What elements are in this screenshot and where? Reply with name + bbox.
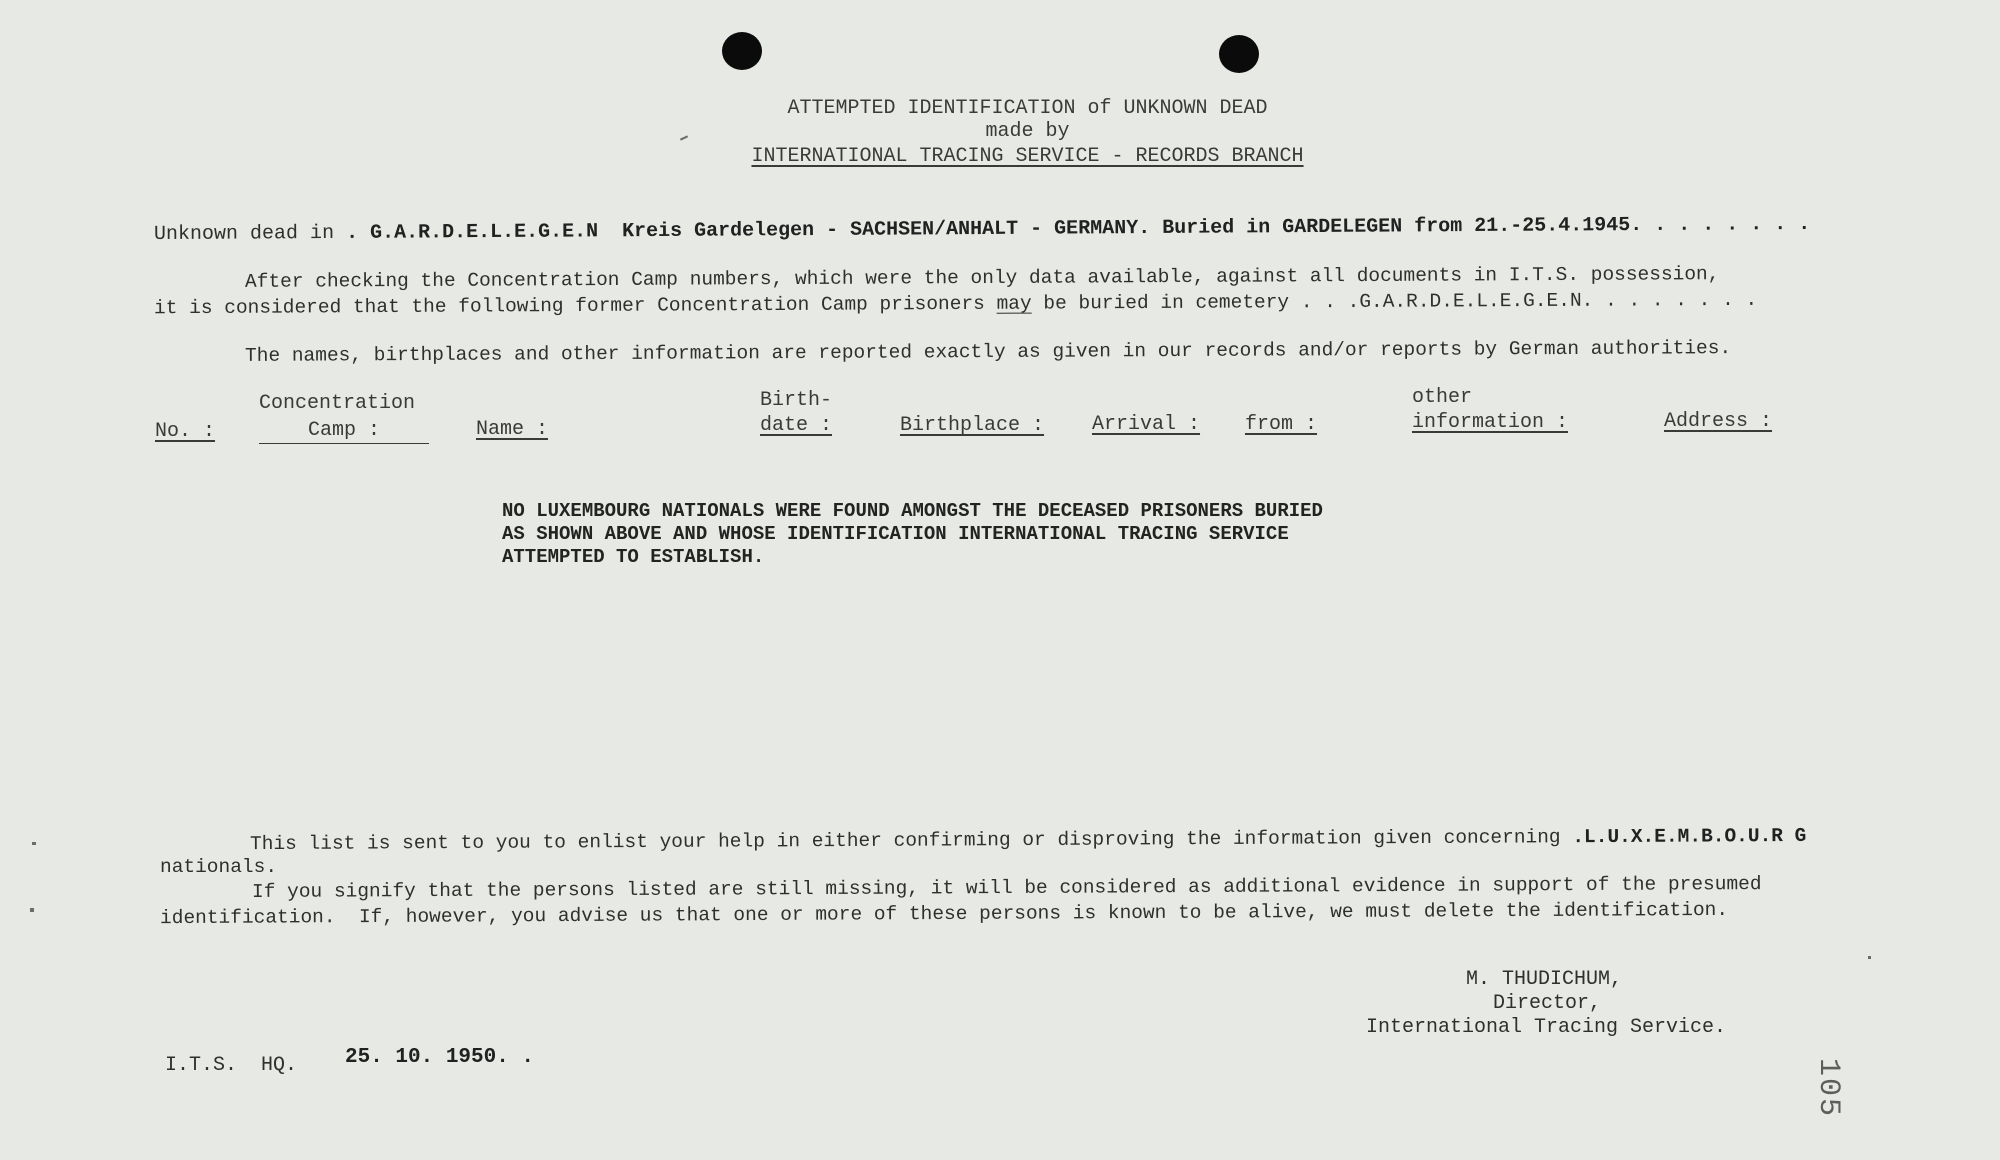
paragraph-1-line-1: After checking the Concentration Camp numbers, which were the only data available, against all documents in I.T.S. possession, xyxy=(244,263,1720,293)
heading-line-2: made by xyxy=(985,120,1070,143)
document-date: 25. 10. 1950. . xyxy=(345,1046,535,1069)
closing-line-1 xyxy=(250,824,1806,856)
nationality-name: .L.U.X.E.M.B.O.U.R G xyxy=(1572,824,1807,849)
notice-line-2: AS SHOWN ABOVE AND WHOSE IDENTIFICATION INTERNATIONAL TRACING SERVICE xyxy=(502,523,1289,545)
unknown-dead-label: Unknown dead in xyxy=(153,221,335,247)
column-header-other-top: other xyxy=(1412,386,1473,409)
column-header-birthdate-bottom: date : xyxy=(760,414,833,437)
paragraph-2: The names, birthplaces and other information are reported exactly as given in our records and/or reports by German authorities. xyxy=(244,337,1732,367)
unknown-dead-line xyxy=(154,213,1810,247)
column-header-address: Address : xyxy=(1664,410,1773,433)
closing-line-1-text: This list is sent to you to enlist your help in either confirming or disproving the information given concerning xyxy=(249,826,1573,856)
signatory-title: Director, xyxy=(1493,992,1602,1015)
column-header-arrival: Arrival : xyxy=(1092,413,1201,436)
punch-hole-right xyxy=(1219,35,1259,73)
punch-hole-left xyxy=(722,32,762,70)
emphasis-may: may xyxy=(996,292,1032,315)
column-header-camp-top: Concentration xyxy=(259,392,416,415)
closing-line-2: nationals. xyxy=(160,856,278,878)
scan-speck xyxy=(1868,956,1871,959)
column-header-from: from : xyxy=(1245,413,1318,436)
hq-label: I.T.S. HQ. xyxy=(165,1054,298,1077)
column-header-other-bottom: information : xyxy=(1412,411,1569,434)
signatory-name: M. THUDICHUM, xyxy=(1466,968,1623,991)
heading-line-3: INTERNATIONAL TRACING SERVICE - RECORDS BRANCH xyxy=(751,145,1304,168)
closing-line-4: identification. If, however, you advise us that one or more of these persons is known to be alive, we must delete the identification. xyxy=(159,898,1729,930)
column-header-no: No. : xyxy=(155,420,216,443)
column-header-birthdate-top: Birth- xyxy=(760,389,833,412)
signatory-organization: International Tracing Service. xyxy=(1366,1016,1727,1039)
unknown-dead-place: . G.A.R.D.E.L.E.G.E.N Kreis Gardelegen - SACHSEN/ANHALT - GERMANY. Buried in GARDELEGEN from 21.-25.4.1945. . . . . . . . xyxy=(345,212,1811,245)
scan-speck xyxy=(32,842,36,845)
notice-line-3: ATTEMPTED TO ESTABLISH. xyxy=(502,546,765,568)
column-header-name: Name : xyxy=(476,418,549,441)
no-luxembourg-notice xyxy=(502,500,1462,569)
paragraph-1-line-2-start: it is considered that the following former Concentration Camp prisoners xyxy=(153,292,997,320)
page-number-stamp: 105 xyxy=(1811,1058,1845,1119)
notice-line-1: NO LUXEMBOURG NATIONALS WERE FOUND AMONGST THE DECEASED PRISONERS BURIED xyxy=(502,500,1323,522)
closing-line-3: If you signify that the persons listed are still missing, it will be considered as additional evidence in support of the presumed xyxy=(251,873,1762,903)
paragraph-1-line-2-end: be buried in cemetery . . .G.A.R.D.E.L.E.G.E.N. . . . . . . . xyxy=(1031,288,1758,315)
column-header-birthplace: Birthplace : xyxy=(900,414,1045,437)
heading-line-1: ATTEMPTED IDENTIFICATION of UNKNOWN DEAD xyxy=(787,97,1268,120)
column-header-camp-bottom: Camp : xyxy=(259,419,429,444)
scan-speck xyxy=(30,908,34,912)
